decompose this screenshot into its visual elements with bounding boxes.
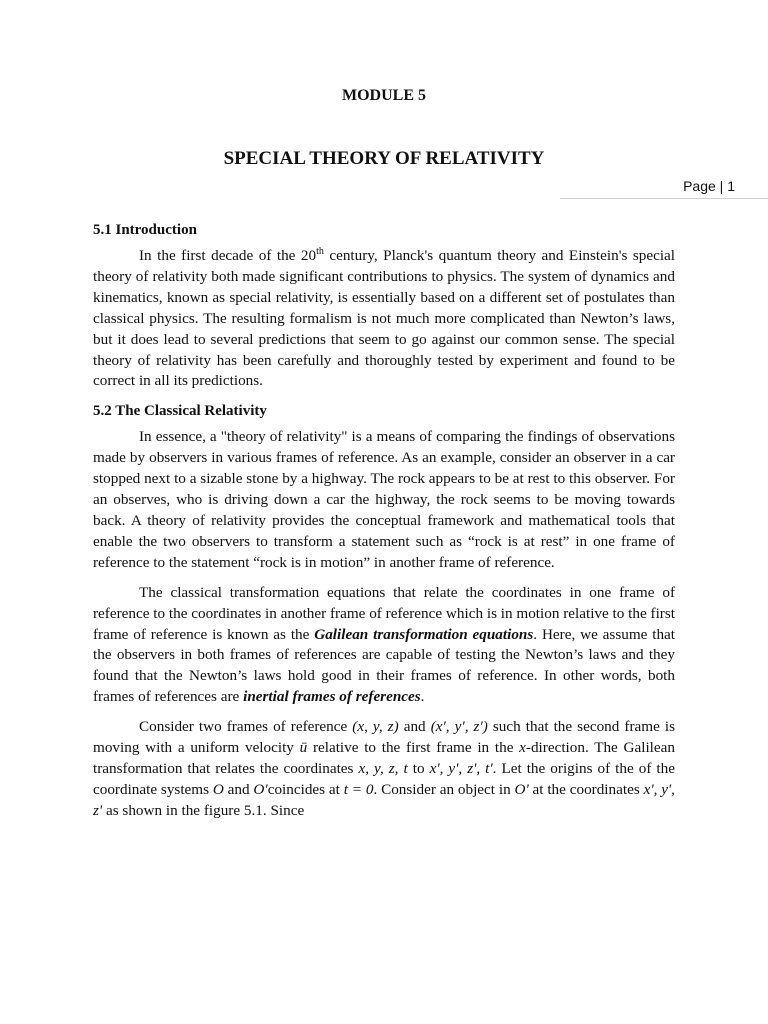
module-title: MODULE 5 xyxy=(342,87,426,104)
classical-paragraph-2 xyxy=(93,583,675,708)
math-xyzt-prime: x', y', z', t' xyxy=(429,759,493,777)
p3-text-b: and xyxy=(398,718,431,736)
math-o: O xyxy=(212,780,224,798)
math-o-prime: O′ xyxy=(253,780,268,798)
section-heading-introduction: 5.1 Introduction xyxy=(93,222,197,238)
p3-text-f: to xyxy=(407,759,430,777)
math-xyzt: x, y, z, t xyxy=(358,759,408,777)
p2-text-b: . Here, we assume that the observers in both frames of references are capable of testing the Newton’s laws and they found that the Newton’s laws hold good in their frames of reference. In other words, both frames of references are xyxy=(93,625,676,706)
classical-paragraph-3 xyxy=(93,717,675,822)
section-heading-classical-relativity: 5.2 The Classical Relativity xyxy=(93,403,267,420)
math-x: x xyxy=(519,739,526,757)
math-xyz: (x, y, z) xyxy=(352,718,399,736)
p3-text-e: -direction. The Galilean transformation that relates the coordinates xyxy=(93,739,675,777)
p3-text-a: Consider two frames of reference xyxy=(139,718,353,736)
p2-text-c: . xyxy=(420,688,425,706)
intro-paragraph xyxy=(93,246,675,392)
math-t-zero: t = 0 xyxy=(343,780,374,798)
math-xyz-prime: (x′, y′, z′) xyxy=(430,718,488,736)
chapter-title: SPECIAL THEORY OF RELATIVITY xyxy=(223,148,545,169)
math-xyz-prime-2: x', y', z' xyxy=(93,780,675,819)
p2-text-a: The classical transformation equations that relate the coordinates in one frame of reference to the coordinates in another frame of reference which is in motion relative to the first frame of reference is known as the xyxy=(93,583,675,643)
p3-text-d: relative to the first frame in the xyxy=(307,739,520,757)
page-number: Page | 1 xyxy=(683,178,735,194)
page-header-rule xyxy=(560,174,768,199)
intro-text-b: century, Planck's quantum theory and Einstein's special theory of relativity both made significant contributions to physics. The system of dynamics and kinematics, known as special relativity, is essentially based on a different set of postulates than classical physics. The resulting formalism is not much more complicated than Newton’s laws, but it does lead to several predictions that seem to go against our common sense. The special theory of relativity has been carefully and thoroughly tested by experiment and found to be correct in all its predictions. xyxy=(93,247,675,390)
document-body xyxy=(93,220,675,831)
math-o-prime-2: O' xyxy=(514,780,529,798)
p3-text-j: . Consider an object in xyxy=(373,780,515,798)
p3-text-c: such that the second frame is moving with a uniform velocity xyxy=(93,718,675,757)
classical-paragraph-1: In essence, a "theory of relativity" is a means of comparing the findings of observations made by observers in various frames of reference. As an example, consider an observer in a car stopped next to a sizable stone by a highway. The rock appears to be at rest to this observer. For an observes, who is driving down a car the highway, the rock seems to be moving towards back. A theory of relativity provides the conceptual framework and mathematical tools that enable the two observers to transform a statement such as “rock is at rest” in one frame of reference to the statement “rock is in motion” in another frame of reference. xyxy=(93,428,675,571)
p3-text-h: and xyxy=(223,780,254,798)
p3-text-k: at the coordinates xyxy=(528,780,644,798)
p3-text-i: coincides at xyxy=(267,780,344,798)
galilean-term: Galilean transformation equations xyxy=(314,625,534,643)
p3-text-g: . Let the origins of the of the coordinate systems xyxy=(93,759,675,798)
intro-text-a: In the first decade of the 20 xyxy=(139,247,317,264)
superscript-th: th xyxy=(316,245,324,257)
inertial-frames-term: inertial frames of references xyxy=(243,688,421,706)
p3-text-l: as shown in the figure 5.1. Since xyxy=(102,801,305,819)
math-velocity: ū xyxy=(299,739,308,757)
